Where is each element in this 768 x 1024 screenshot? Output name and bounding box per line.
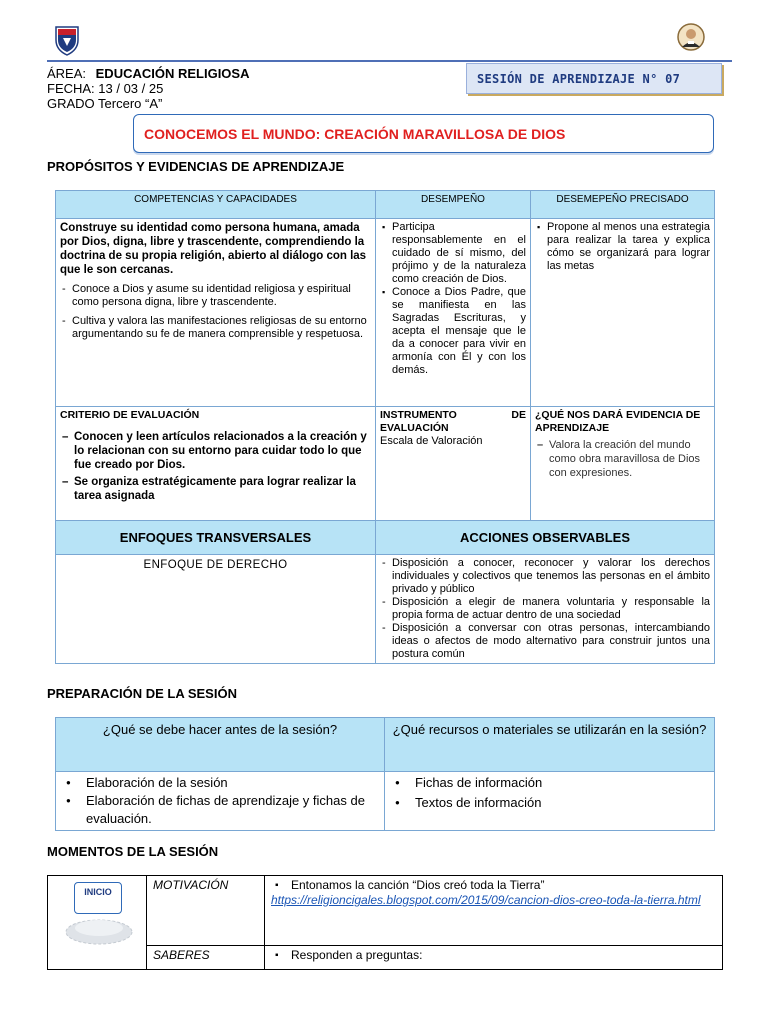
enfoque-cell: ENFOQUE DE DERECHO <box>56 555 376 664</box>
inicio-badge: INICIO <box>74 882 122 914</box>
inicio-cell <box>48 876 147 970</box>
criterio-item: – Se organiza estratégicamente para lograr realizar la tarea asignada <box>60 475 371 503</box>
header-desempeno: DESEMPEÑO <box>376 191 531 219</box>
accion-item: - Disposición a conversar con otras personas, intercambiando ideas o afectos de modo alternativo para construir juntos una postura común <box>380 622 710 661</box>
evidencia-item: – Valora la creación del mundo como obra maravillosa de Dios con expresiones. <box>535 438 710 480</box>
evidencia-list <box>535 438 710 480</box>
capacidades-list <box>60 283 371 341</box>
capacidad-item: - Conoce a Dios y asume su identidad religiosa y espiritual como persona digna, libre y trascendente. <box>60 283 371 309</box>
saberes-item: ▪ Responden a preguntas: <box>271 948 716 963</box>
motivacion-list <box>271 878 716 893</box>
saint-portrait-logo <box>677 22 705 52</box>
antes-item: ● Elaboración de fichas de aprendizaje y fichas de evaluación. <box>62 792 378 828</box>
desempeno-item: ▪ Participa responsablemente en el cuidado de sí mismo, del prójimo y de la naturaleza como creación de Dios. <box>380 221 526 286</box>
recursos-list <box>391 774 708 812</box>
evidencia-cell <box>531 407 715 521</box>
acciones-list <box>380 557 710 661</box>
motivacion-label: MOTIVACIÓN <box>147 876 265 946</box>
capacidad-item: - Cultiva y valora las manifestaciones religiosas de su entorno argumentando su fe de manera comprensible y respetuosa. <box>60 315 371 341</box>
recursos-cell <box>385 772 715 831</box>
header-competencias: COMPETENCIAS Y CAPACIDADES <box>56 191 376 219</box>
fecha-line: FECHA: 13 / 03 / 25 <box>47 81 164 96</box>
evidencia-title: ¿QUÉ NOS DARÁ EVIDENCIA DE APRENDIZAJE <box>535 409 701 434</box>
antes-item: ● Elaboración de la sesión <box>62 774 378 792</box>
saberes-list <box>271 948 716 963</box>
instrumento-title: INSTRUMENTO DE EVALUACIÓN <box>380 409 526 434</box>
recurso-item: ● Fichas de información <box>391 774 708 792</box>
antes-cell <box>56 772 385 831</box>
saberes-label: SABERES <box>147 946 265 970</box>
grado-line: GRADO Tercero “A” <box>47 96 163 111</box>
momentos-table <box>47 875 723 970</box>
desempeno-cell <box>376 219 531 407</box>
preparacion-table <box>55 717 715 831</box>
desempeno-precisado-item: ▪ Propone al menos una estrategia para realizar la tarea y explica cómo se organizará para lograr las metas <box>535 221 710 273</box>
criterio-cell <box>56 407 376 521</box>
propositos-section-title: PROPÓSITOS Y EVIDENCIAS DE APRENDIZAJE <box>47 159 345 174</box>
acciones-header: ACCIONES OBSERVABLES <box>376 521 715 555</box>
accion-item: - Disposición a conocer, reconocer y valorar los derechos individuales y colectivos que tenemos las personas en el ámbito privado y público <box>380 557 710 596</box>
gear-graphic-icon <box>64 910 134 946</box>
session-number-box: SESIÓN DE APRENDIZAJE N° 07 <box>466 63 722 94</box>
antes-list <box>62 774 378 828</box>
propositos-table <box>55 190 715 664</box>
criterio-item: – Conocen y leen artículos relacionados a la creación y lo relacionan con su entorno para cuidar todo lo que fue creado por Dios. <box>60 430 371 472</box>
preparacion-question-1: ¿Qué se debe hacer antes de la sesión? <box>56 718 385 772</box>
criterios-list <box>60 430 371 503</box>
motivacion-song-link[interactable]: https://religioncigales.blogspot.com/2015/09/cancion-dios-creo-toda-la-tierra.html <box>271 893 701 907</box>
enfoques-header: ENFOQUES TRANSVERSALES <box>56 521 376 555</box>
accion-item: - Disposición a elegir de manera voluntaria y responsable la propia forma de actuar dentro de una sociedad <box>380 596 710 622</box>
criterio-title: CRITERIO DE EVALUACIÓN <box>60 409 200 421</box>
preparacion-question-2: ¿Qué recursos o materiales se utilizarán en la sesión? <box>385 718 715 772</box>
saberes-cell <box>265 946 723 970</box>
school-shield-logo <box>54 24 80 56</box>
acciones-cell <box>376 555 715 664</box>
recurso-item: ● Textos de información <box>391 794 708 812</box>
competencia-text: Construye su identidad como persona humana, amada por Dios, digna, libre y trascendente, comprendiendo la doctrina de su propia religión, abierto al diálogo con las que le son cercanas. <box>60 222 367 276</box>
area-label: ÁREA: <box>47 66 87 81</box>
header-divider <box>47 60 732 62</box>
desempeno-item: ▪ Conoce a Dios Padre, que se manifiesta en las Sagradas Escrituras, y acepta el mensaje que le da a conocer para vivir en armonía con Él y con los demás. <box>380 286 526 377</box>
desempeno-precisado-cell <box>531 219 715 407</box>
competencias-cell <box>56 219 376 407</box>
session-title: CONOCEMOS EL MUNDO: CREACIÓN MARAVILLOSA DE DIOS <box>133 114 714 153</box>
area-value: EDUCACIÓN RELIGIOSA <box>95 66 250 81</box>
motivacion-item: ▪ Entonamos la canción “Dios creó toda la Tierra” <box>271 878 716 893</box>
instrumento-cell <box>376 407 531 521</box>
instrumento-value: Escala de Valoración <box>380 435 483 447</box>
desempeno-list <box>380 221 526 377</box>
momentos-section-title: MOMENTOS DE LA SESIÓN <box>47 844 219 859</box>
area-line <box>47 66 249 81</box>
preparacion-section-title: PREPARACIÓN DE LA SESIÓN <box>47 686 237 701</box>
header-desempeno-precisado: DESEMEPEÑO PRECISADO <box>531 191 715 219</box>
motivacion-cell <box>265 876 723 946</box>
desempeno-precisado-list <box>535 221 710 273</box>
